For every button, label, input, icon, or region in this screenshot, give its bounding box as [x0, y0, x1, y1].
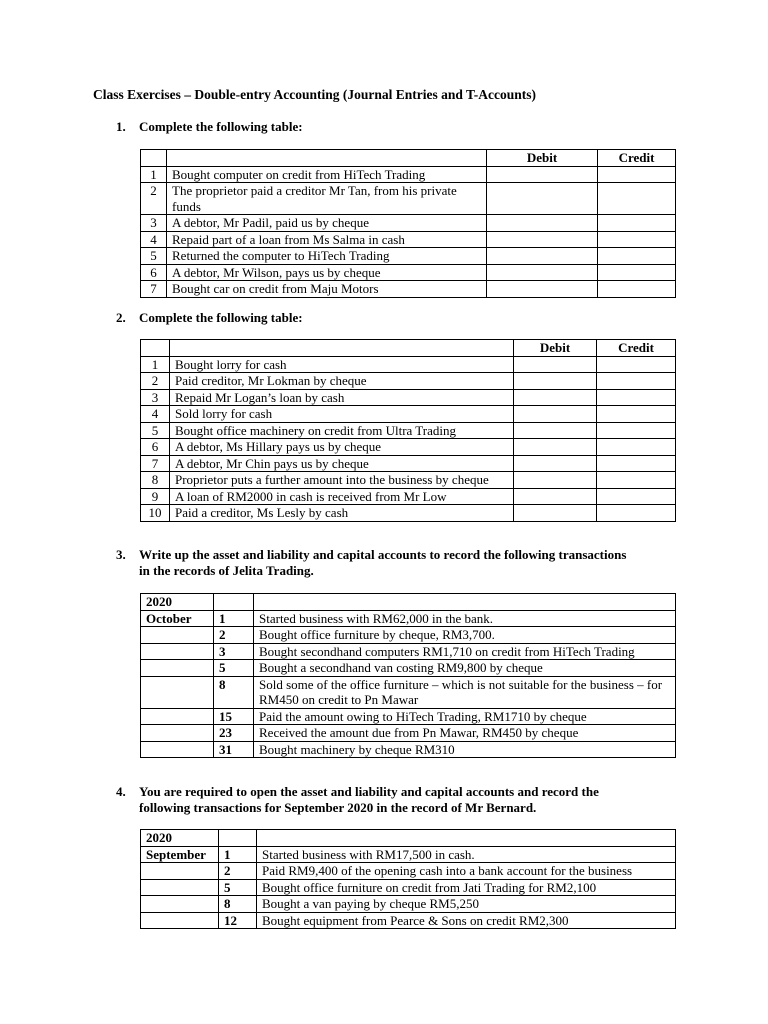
table-row: 4 Sold lorry for cash [141, 406, 676, 423]
table-row: 2 Bought office furniture by cheque, RM3,700. [141, 627, 676, 644]
q1-number: 1. [116, 119, 126, 134]
table-row: 1 Bought computer on credit from HiTech Trading [141, 166, 676, 183]
q2-heading [116, 310, 303, 326]
table-row: October 1 Started business with RM62,000 in the bank. [141, 610, 676, 627]
debit-cell[interactable] [487, 281, 598, 298]
debit-cell[interactable] [514, 422, 597, 439]
credit-cell[interactable] [597, 505, 676, 522]
credit-cell[interactable] [597, 373, 676, 390]
credit-cell[interactable] [597, 488, 676, 505]
debit-cell[interactable] [487, 231, 598, 248]
debit-cell[interactable] [514, 389, 597, 406]
table-row: 7 Bought car on credit from Maju Motors [141, 281, 676, 298]
q3-heading-line2: in the records of Jelita Trading. [139, 563, 314, 578]
table-row: 5 Bought office furniture on credit from Jati Trading for RM2,100 [141, 879, 676, 896]
table-row [141, 830, 676, 847]
table-row: 7 A debtor, Mr Chin pays us by cheque [141, 455, 676, 472]
debit-cell[interactable] [514, 356, 597, 373]
q1-header-row [141, 150, 676, 167]
q3-heading [116, 547, 626, 579]
table-row: 3 A debtor, Mr Padil, paid us by cheque [141, 215, 676, 232]
table-row: 5 Bought office machinery on credit from Ultra Trading [141, 422, 676, 439]
table-row: 23 Received the amount due from Pn Mawar, RM450 by cheque [141, 725, 676, 742]
q1-credit-header: Credit [598, 150, 676, 167]
credit-cell[interactable] [598, 215, 676, 232]
table-row: 5 Returned the computer to HiTech Trading [141, 248, 676, 265]
table-row: 6 A debtor, Mr Wilson, pays us by cheque [141, 264, 676, 281]
credit-cell[interactable] [597, 389, 676, 406]
q4-table [140, 829, 676, 929]
table-row: 10 Paid a creditor, Ms Lesly by cash [141, 505, 676, 522]
credit-cell[interactable] [597, 472, 676, 489]
table-row: 8 Proprietor puts a further amount into the business by cheque [141, 472, 676, 489]
table-row: 4 Repaid part of a loan from Ms Salma in cash [141, 231, 676, 248]
year-label: 2020 [141, 594, 214, 611]
q1-table [140, 149, 676, 298]
credit-cell[interactable] [598, 231, 676, 248]
table-row: 31 Bought machinery by cheque RM310 [141, 741, 676, 758]
table-row: 2 Paid RM9,400 of the opening cash into a bank account for the business [141, 863, 676, 880]
q4-heading-line2: following transactions for September 2020 in the record of Mr Bernard. [139, 800, 537, 815]
q2-heading-text: Complete the following table: [139, 310, 303, 325]
q3-number: 3. [116, 547, 126, 562]
credit-cell[interactable] [598, 281, 676, 298]
table-row: 9 A loan of RM2000 in cash is received from Mr Low [141, 488, 676, 505]
debit-cell[interactable] [487, 166, 598, 183]
debit-cell[interactable] [514, 505, 597, 522]
table-row: 12 Bought equipment from Pearce & Sons on credit RM2,300 [141, 912, 676, 929]
q2-credit-header: Credit [597, 340, 676, 357]
q3-table [140, 593, 676, 758]
q1-heading-text: Complete the following table: [139, 119, 303, 134]
table-row [141, 594, 676, 611]
q1-debit-header: Debit [487, 150, 598, 167]
table-row: 3 Repaid Mr Logan’s loan by cash [141, 389, 676, 406]
debit-cell[interactable] [487, 248, 598, 265]
q4-number: 4. [116, 784, 126, 799]
q2-header-row [141, 340, 676, 357]
debit-cell[interactable] [514, 455, 597, 472]
page-title: Class Exercises – Double-entry Accounting (Journal Entries and T-Accounts) [93, 87, 537, 102]
debit-cell[interactable] [487, 215, 598, 232]
q3-heading-line1: Write up the asset and liability and capital accounts to record the following transactions [139, 547, 627, 562]
credit-cell[interactable] [597, 422, 676, 439]
debit-cell[interactable] [514, 439, 597, 456]
q2-table [140, 339, 676, 522]
table-row: 2 Paid creditor, Mr Lokman by cheque [141, 373, 676, 390]
table-row: September 1 Started business with RM17,500 in cash. [141, 846, 676, 863]
debit-cell[interactable] [487, 264, 598, 281]
debit-cell[interactable] [514, 488, 597, 505]
credit-cell[interactable] [598, 248, 676, 265]
debit-cell[interactable] [514, 373, 597, 390]
debit-cell[interactable] [514, 406, 597, 423]
q4-heading-line1: You are required to open the asset and liability and capital accounts and record the [139, 784, 599, 799]
credit-cell[interactable] [597, 439, 676, 456]
table-row: 5 Bought a secondhand van costing RM9,800 by cheque [141, 660, 676, 677]
credit-cell[interactable] [598, 166, 676, 183]
q1-heading [116, 119, 303, 135]
credit-cell[interactable] [597, 356, 676, 373]
q4-heading [116, 784, 599, 816]
table-row: 3 Bought secondhand computers RM1,710 on credit from HiTech Trading [141, 643, 676, 660]
table-row: 8 Bought a van paying by cheque RM5,250 [141, 896, 676, 913]
table-row: 1 Bought lorry for cash [141, 356, 676, 373]
q2-debit-header: Debit [514, 340, 597, 357]
table-row: 2 The proprietor paid a creditor Mr Tan, from his private funds [141, 183, 676, 215]
debit-cell[interactable] [514, 472, 597, 489]
debit-cell[interactable] [487, 183, 598, 215]
month-label: October [141, 610, 214, 627]
year-label: 2020 [141, 830, 219, 847]
table-row: 6 A debtor, Ms Hillary pays us by cheque [141, 439, 676, 456]
q2-number: 2. [116, 310, 126, 325]
table-row: 8 Sold some of the office furniture – which is not suitable for the business – for RM450 on credit to Pn Mawar [141, 676, 676, 708]
month-label: September [141, 846, 219, 863]
credit-cell[interactable] [598, 183, 676, 215]
table-row: 15 Paid the amount owing to HiTech Trading, RM1710 by cheque [141, 708, 676, 725]
credit-cell[interactable] [598, 264, 676, 281]
credit-cell[interactable] [597, 406, 676, 423]
credit-cell[interactable] [597, 455, 676, 472]
